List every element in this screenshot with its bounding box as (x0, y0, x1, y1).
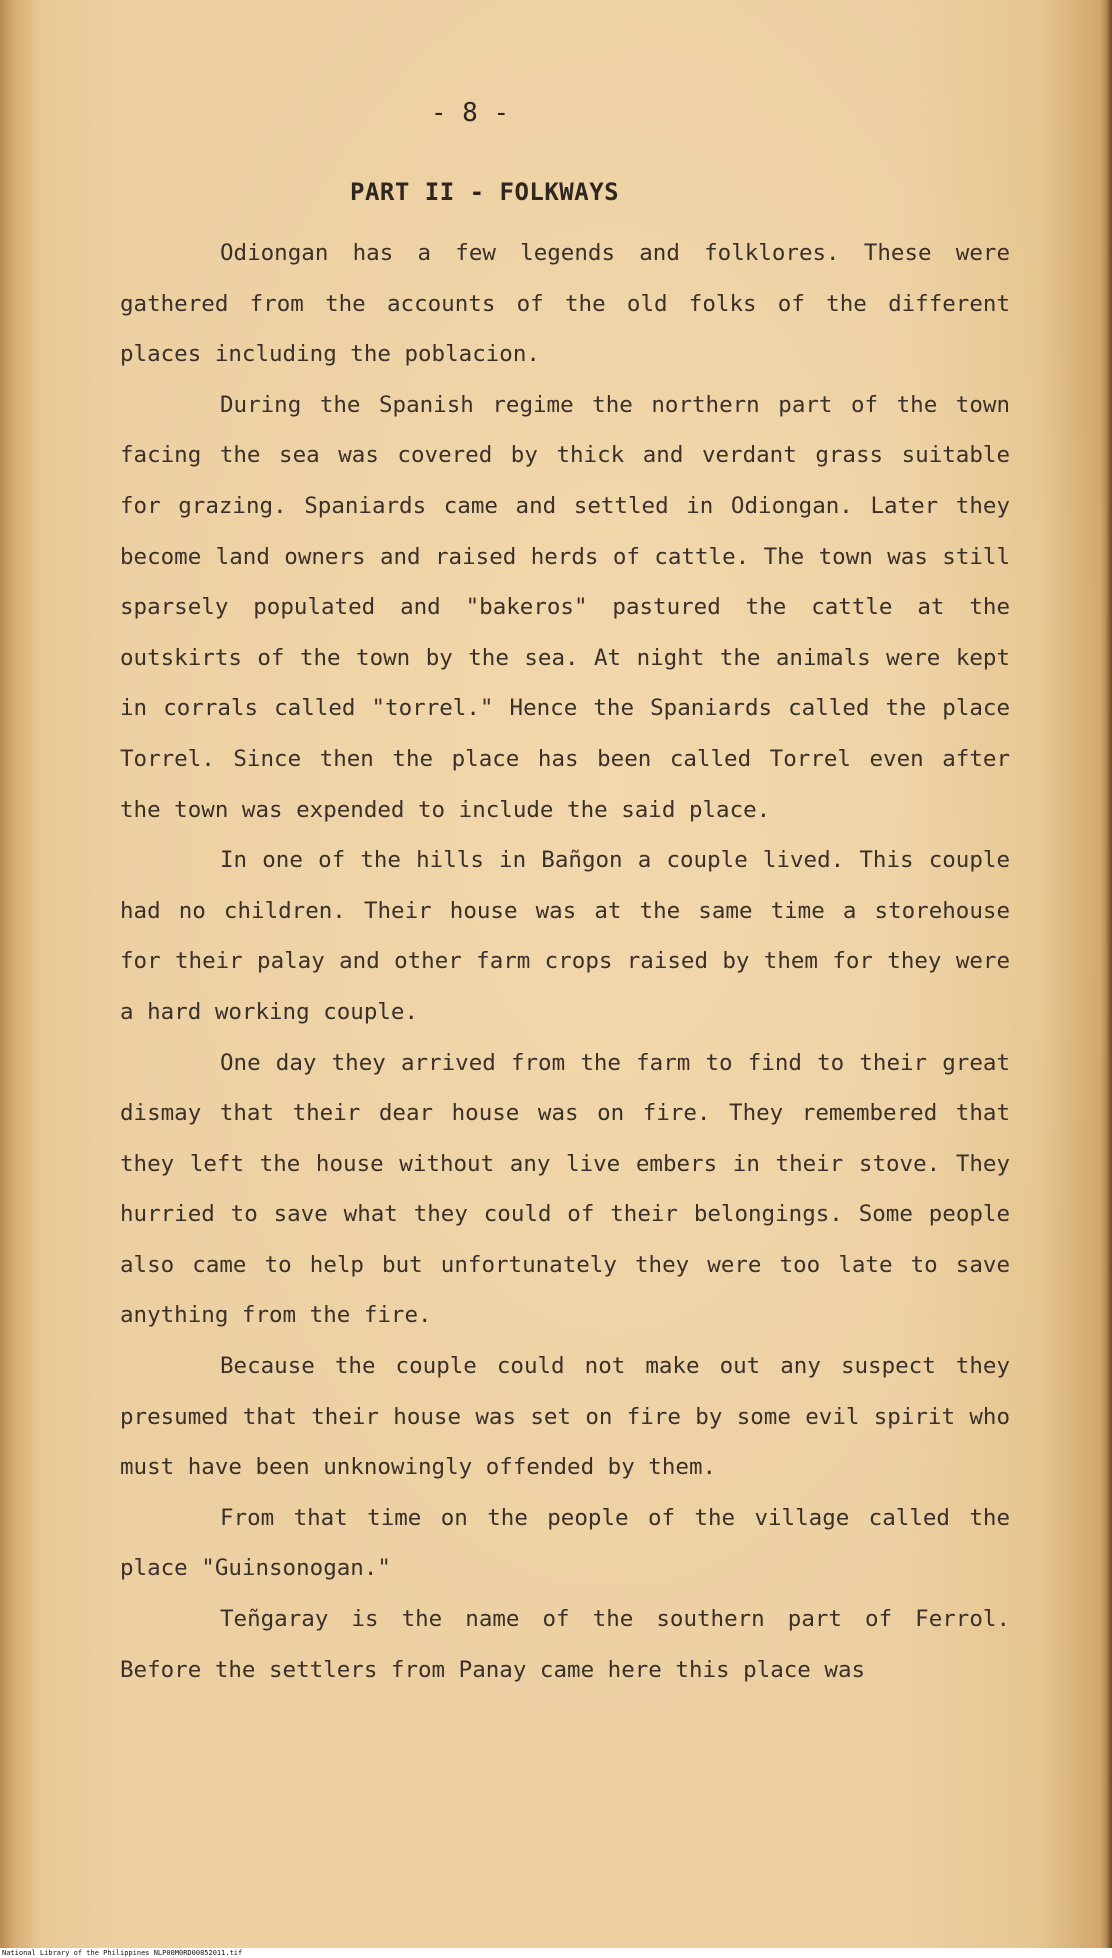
paragraph-4: One day they arrived from the farm to find to their great dismay that their dear house was on fire. They remembered that they left the house without any live embers in their stove. They hurried to save what they could of their belongings. Some people also came to help but unfortunately they were too late to save anything from the fire. (120, 1049, 1010, 1329)
paragraph-7: Teñgaray is the name of the southern part of Ferrol. Before the settlers from Panay came here this place was (120, 1606, 1010, 1683)
footer-caption: National Library of the Philippines NLP00M0RD00852011.tif (2, 1949, 243, 1957)
page-edge-shadow (1106, 0, 1112, 1948)
paragraph-1: Odiongan has a few legends and folklores. These were gathered from the accounts of the old folks of the different places including the poblacion. (120, 240, 1010, 368)
page-number: - 8 - (430, 98, 510, 128)
paragraph-3: In one of the hills in Bañgon a couple lived. This couple had no children. Their house was at the same time a storehouse for their palay and other farm crops raised by them for they were a hard working couple. (120, 847, 1010, 1025)
scan-footer (0, 1948, 1112, 1958)
paragraph-6: From that time on the people of the village called the place "Guinsonogan." (120, 1504, 1010, 1582)
body-text (120, 228, 1010, 1695)
paragraph-2: During the Spanish regime the northern part of the town facing the sea was covered by thick and verdant grass suitable for grazing. Spaniards came and settled in Odiongan. Later they become land owners and raised herds of cattle. The town was still sparsely populated and "bakeros" pastured the cattle at the outskirts of the town by the sea. At night the animals were kept in corrals called "torrel." Hence the Spaniards called the place Torrel. Since then the place has been called Torrel even after the town was expended to include the said place. (120, 391, 1010, 823)
section-heading: PART II - FOLKWAYS (350, 178, 620, 206)
paragraph-5: Because the couple could not make out any suspect they presumed that their house was set on fire by some evil spirit who must have been unknowingly offended by them. (120, 1353, 1010, 1481)
